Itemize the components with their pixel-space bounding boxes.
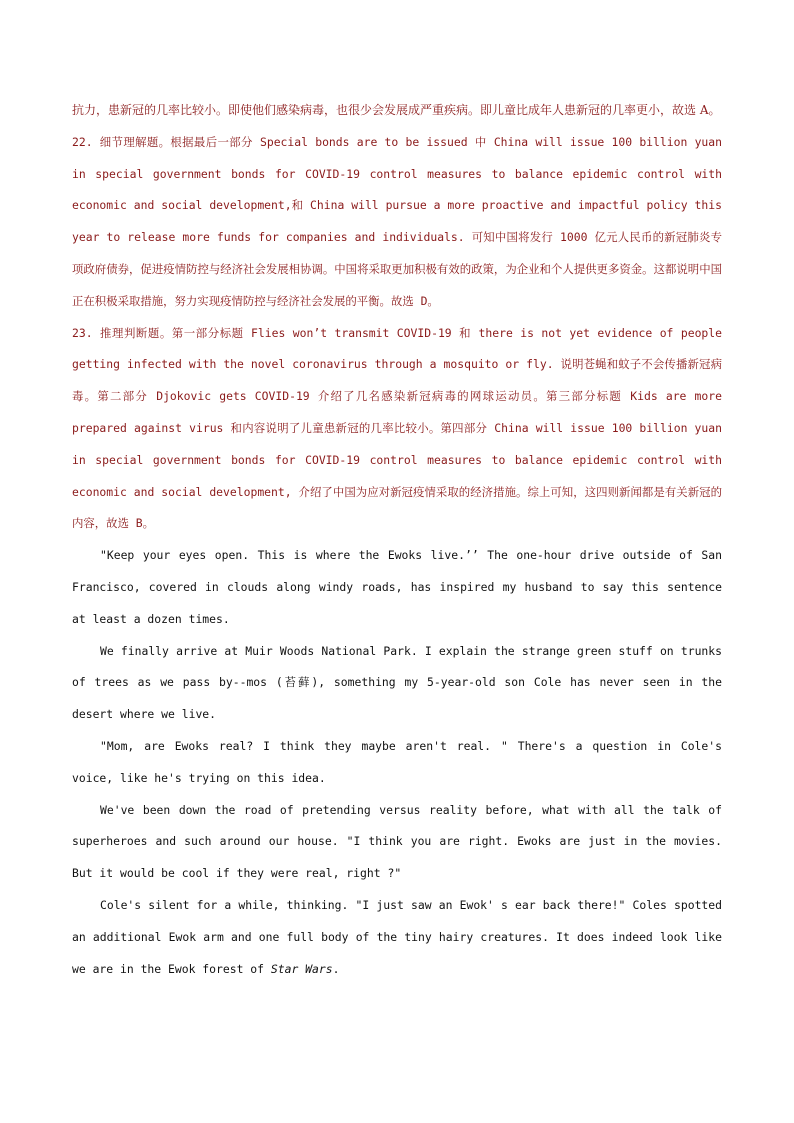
story-paragraph-2: We finally arrive at Muir Woods National Park. I explain the strange green stuff on trunks of trees as we pass by--mos (苔藓), something my 5-year-old son Cole has never seen in the desert where we live. <box>72 643 722 722</box>
answer-22: 22. 细节理解题。根据最后一部分 Special bonds are to be issued 中 China will issue 100 billion yuan in special government bonds for COVID-19 control measures to balance epidemic control with economic and social development,和 China will pursue a more proactive and impactful policy this year to release more funds for companies and individuals. 可知中国将发行 1000 亿元人民币的新冠肺炎专项政府债券，促进疫情防控与经济社会发展相协调。中国将采取更加积极有效的政策，为企业和个人提供更多资金。这都说明中国正在积极采取措施，努力实现疫情防控与经济社会发展的平衡。故选 D。 <box>72 134 722 308</box>
movie-title: Star Wars <box>270 961 333 976</box>
story-paragraph-3: "Mom, are Ewoks real? I think they maybe aren't real. " There's a question in Cole's voice, like he's trying on this idea. <box>72 738 722 785</box>
story-paragraph-5-end: . <box>332 961 340 976</box>
story-paragraph-5 <box>72 890 722 985</box>
answer-21-continuation: 抗力，患新冠的几率比较小。即使他们感染病毒，也很少会发展成严重疾病。即儿童比成年人患新冠的几率更小，故选 A。 <box>72 103 721 117</box>
document-page <box>72 95 722 985</box>
story-paragraph-1: "Keep your eyes open. This is where the Ewoks live.’’ The one-hour drive outside of San Francisco, covered in clouds along windy roads, has inspired my husband to say this sentence at least a dozen times. <box>72 548 722 626</box>
story-paragraph-5-text: Cole's silent for a while, thinking. "I just saw an Ewok' s ear back there!" Coles spotted an additional Ewok arm and one full body of the tiny hairy creatures. It does indeed look like we are in the Ewok forest of <box>72 897 722 976</box>
story-paragraph-4: We've been down the road of pretending versus reality before, what with all the talk of superheroes and such around our house. "I think you are right. Ewoks are just in the movies. But it would be cool if they were real, right ?" <box>72 802 722 881</box>
answer-23: 23. 推理判断题。第一部分标题 Flies won’t transmit COVID-19 和 there is not yet evidence of people getting infected with the novel coronavirus through a mosquito or fly. 说明苍蝇和蚊子不会传播新冠病毒。第二部分 Djokovic gets COVID-19 介绍了几名感染新冠病毒的网球运动员。第三部分标题 Kids are more prepared against virus 和内容说明了儿童患新冠的几率比较小。第四部分 China will issue 100 billion yuan in special government bonds for COVID-19 control measures to balance epidemic control with economic and social development, 介绍了中国为应对新冠疫情采取的经济措施。综上可知，这四则新闻都是有关新冠的内容，故选 B。 <box>72 325 722 531</box>
